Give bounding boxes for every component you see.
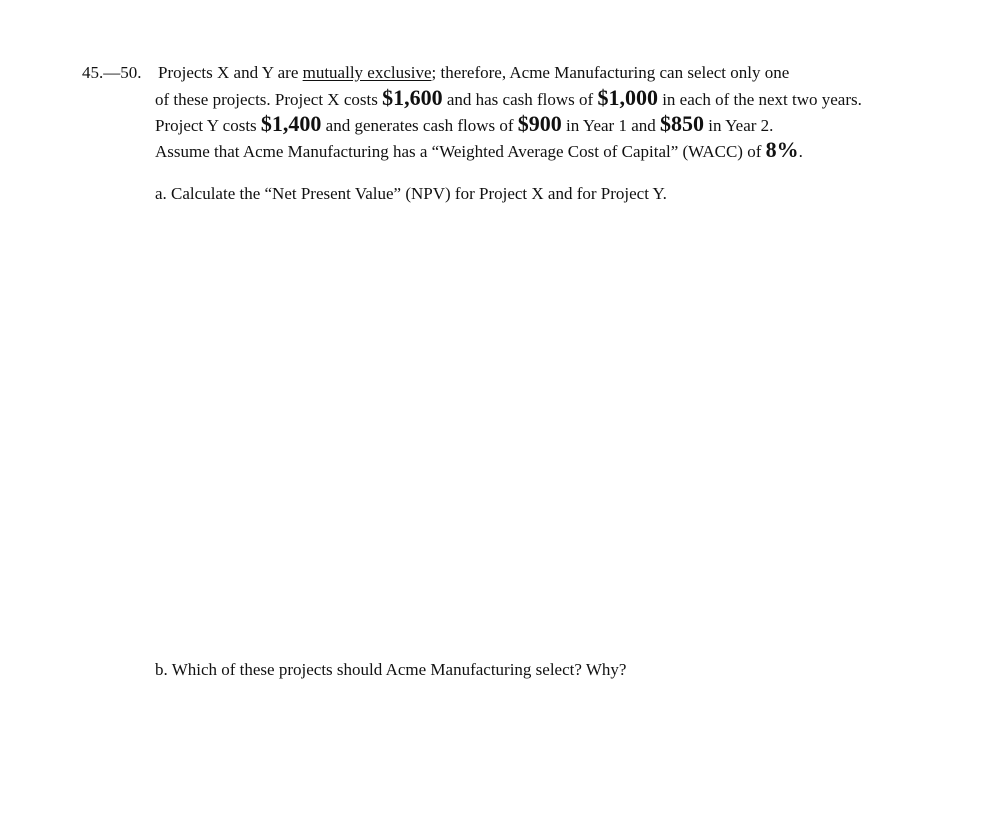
- line4-text-end: .: [798, 142, 803, 161]
- line3-text-mid1: and generates cash flows of: [321, 116, 518, 135]
- question-a: a. Calculate the “Net Present Value” (NPV) for Project X and for Project Y.: [155, 184, 667, 203]
- project-x-cost: $1,600: [382, 85, 443, 110]
- line3-text-mid2: in Year 1 and: [561, 116, 661, 135]
- project-y-cash-flow-year2: $850: [660, 111, 705, 136]
- question-b: b. Which of these projects should Acme Manufacturing select? Why?: [155, 660, 627, 679]
- line4-text-start: Assume that Acme Manufacturing has a “Weighted Average Cost of Capital” (WACC) of: [155, 142, 766, 161]
- problem-number: 45.—50.: [82, 63, 142, 82]
- mutually-exclusive-underlined: mutually exclusive: [302, 63, 432, 82]
- line1-text-start: Projects X and Y are: [158, 63, 303, 82]
- problem-line-2: [155, 87, 862, 111]
- wacc-value: 8%: [765, 137, 799, 162]
- problem-line-1: [158, 62, 789, 84]
- line2-text-end: in each of the next two years.: [657, 90, 862, 109]
- line2-text-start: of these projects. Project X costs: [155, 90, 383, 109]
- line3-text-end: in Year 2.: [704, 116, 774, 135]
- line3-text-start: Project Y costs: [155, 116, 261, 135]
- problem-line-4: [155, 139, 803, 163]
- project-x-cash-flow: $1,000: [597, 85, 658, 110]
- problem-line-3: [155, 113, 773, 137]
- project-y-cost: $1,400: [260, 111, 322, 136]
- project-y-cash-flow-year1: $900: [517, 111, 562, 136]
- line2-text-mid: and has cash flows of: [442, 90, 598, 109]
- line1-text-end: ; therefore, Acme Manufacturing can select only one: [431, 63, 790, 82]
